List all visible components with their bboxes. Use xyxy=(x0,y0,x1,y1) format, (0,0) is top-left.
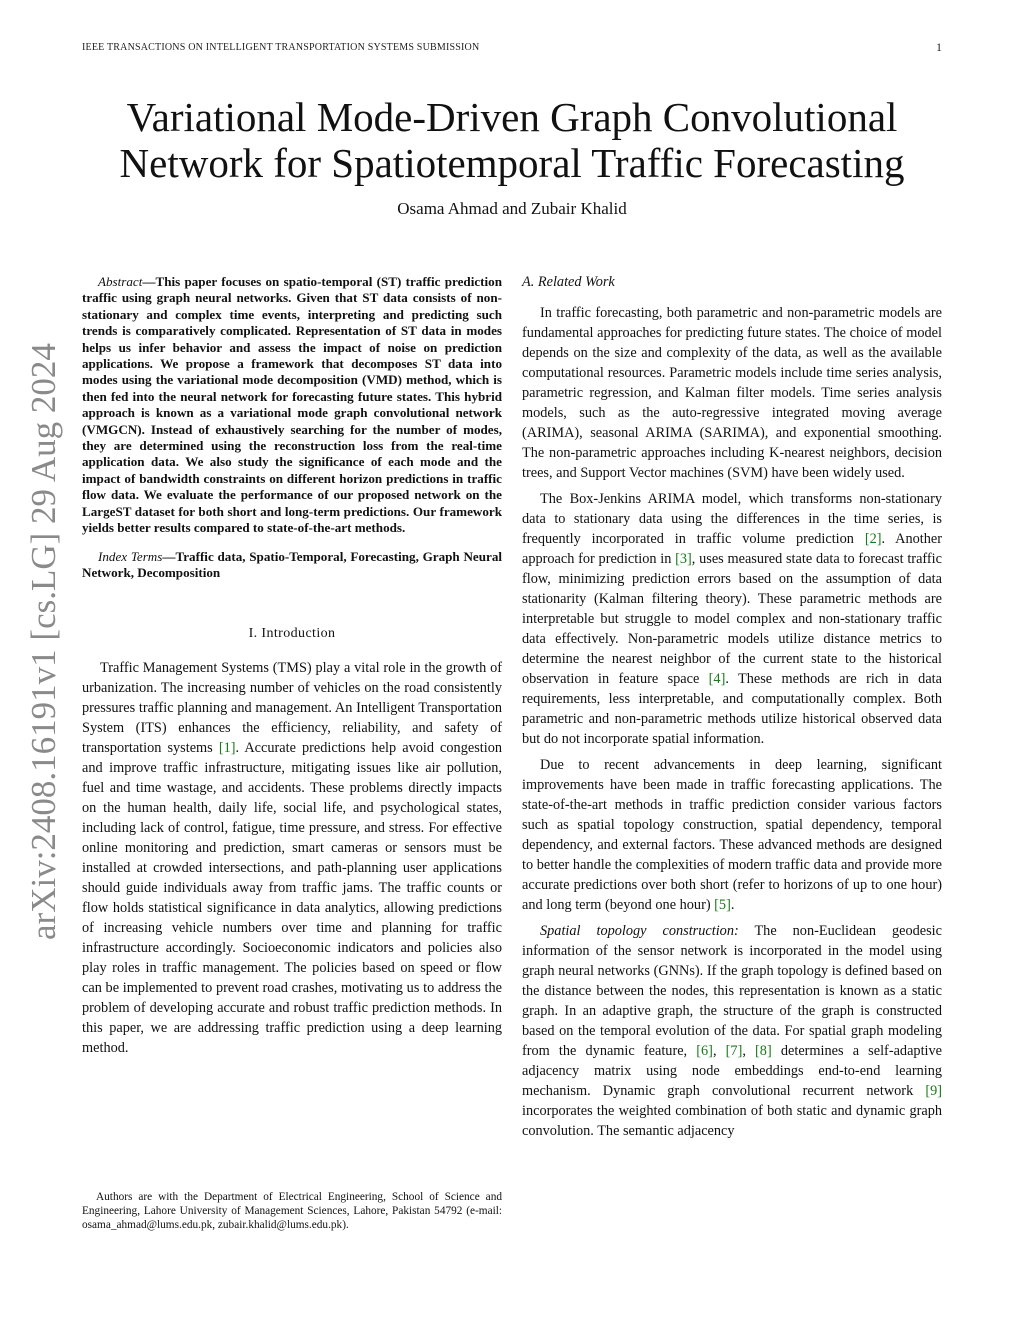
running-header: IEEE TRANSACTIONS ON INTELLIGENT TRANSPORTATION SYSTEMS SUBMISSION xyxy=(82,42,480,53)
introduction-paragraph: Traffic Management Systems (TMS) play a vital role in the growth of urbanization. The increasing number of vehicles on the road consistently pressures traffic planning and management. An Intelligent Transportation System (ITS) enhances the efficiency, reliability, and safety of transportation systems [1]. Accurate predictions help avoid congestion and improve traffic infrastructure, mitigating issues like air pollution, fuel and time wastage, and accidents. These problems directly impacts on the human health, daily life, social life, and psychological states, including lack of control, fatigue, time pressure, and stress. For effective online monitoring and prediction, smart cameras or sensors must be installed at crowded intersections, and path-planning user applications should guide individuals away from traffic jams. The traffic counts or flow holds statistical significance in data analytics, allowing predictions of increasing vehicle numbers over time and planning for traffic infrastructure accordingly. Socioeconomic indicators and policies also play roles in traffic management. The policies based on speed or flow can be implemented to prevent road crashes, motivating us to address the problem of developing accurate and robust traffic prediction methods. In this paper, we are addressing traffic prediction using a deep learning method. xyxy=(82,660,502,1057)
run-in-heading: Spatial topology construction: xyxy=(540,923,739,939)
citation-link[interactable]: [7] xyxy=(725,1043,743,1059)
arxiv-identifier-stamp: arXiv:2408.16191v1 [cs.LG] 29 Aug 2024 xyxy=(24,343,63,940)
subsection-heading-related-work: A. Related Work xyxy=(522,274,615,290)
index-terms: Index Terms—Traffic data, Spatio-Temporal, Forecasting, Graph Neural Network, Decomposition xyxy=(82,548,503,580)
right-column xyxy=(522,274,942,1141)
citation-link[interactable]: [1] xyxy=(218,740,236,757)
section-heading-introduction: I. Introduction xyxy=(248,626,336,642)
abstract: Abstract—This paper focuses on spatio-temporal (ST) traffic prediction traffic using graph neural networks. Given that ST data consists of non-stationary and complex time events, interpreting and predicting such trends is comparatively complicated. Representation of ST data in modes helps us infer behavior and assess the impact of noise on prediction applications. We propose a framework that decomposes ST data into modes using the variational mode decomposition (VMD) method, which is then fed into the neural network for forecasting future states. This hybrid approach is known as a variational mode graph convolutional network (VMGCN). Instead of exhaustively searching for the number of modes, they are determined using the reconstruction loss from the real-time application data. We also study the significance of each mode and the impact of bandwidth constraints on different horizon predictions in traffic flow data. We evaluate the performance of our proposed network on the LargeST dataset for both short and long-term predictions. Our framework yields better results compared to state-of-the-art methods. xyxy=(82,274,502,536)
index-terms-text: Traffic data, Spatio-Temporal, Forecasting, Graph Neural Network, Decomposition xyxy=(82,548,503,580)
page-number: 1 xyxy=(936,40,942,54)
citation-link[interactable]: [2] xyxy=(864,531,882,547)
citation-link[interactable]: [5] xyxy=(714,897,731,913)
related-work-paragraph: In traffic forecasting, both parametric and non-parametric models are fundamental approaches for predicting future states. The choice of model depends on the size and complexity of the data, as well as the available computational resources. Parametric models include time series analysis, parametric regression, and Kalman filter models. Time series analysis models, such as the auto-regressive integrated moving average (ARIMA), seasonal ARIMA (SARIMA), and exponential smoothing. The non-parametric approaches including K-nearest neighbors, decision trees, and Support Vector machines (SVM) have been widely used. xyxy=(522,305,942,481)
citation-link[interactable]: [6] xyxy=(696,1043,713,1059)
abstract-text: This paper focuses on spatio-temporal (ST) traffic prediction traffic using graph neural networks. Given that ST data consists of non-stationary and complex time events, interpreting and predicting such trends is comparatively complicated. Representation of ST data in modes helps us infer behavior and assess the impact of noise on prediction applications. We propose a framework that decomposes ST data into modes using the variational mode decomposition (VMD) method, which is then fed into the neural network for forecasting future states. This hybrid approach is known as a variational mode graph convolutional network (VMGCN). Instead of exhaustively searching for the number of modes, they are determined using the reconstruction loss from the real-time application data. We also study the significance of each mode and the impact of bandwidth constraints on different horizon predictions in traffic flow data. We evaluate the performance of our proposed network on the LargeST dataset for both short and long-term predictions. Our framework yields better results compared to state-of-the-art methods. xyxy=(82,274,502,536)
author-affiliation-footnote: Authors are with the Department of Electrical Engineering, School of Science and Engineering, Lahore University of Management Sciences, Lahore, Pakistan 54792 (e-mail: osama_ahmad@lums.edu.pk, zubair.khalid@lums.edu.pk). xyxy=(82,1191,502,1232)
citation-link[interactable]: [8] xyxy=(755,1043,772,1059)
abstract-label: Abstract xyxy=(98,274,143,289)
related-work-paragraph: Due to recent advancements in deep learning, significant improvements have been made in traffic forecasting applications. The state-of-the-art methods in traffic prediction consider various factors such as spatial topology construction, spatial dependency, temporal dependency, and external factors. These advanced methods are designed to better handle the complexities of modern traffic data and provide more accurate predictions over both short (refer to horizons of up to one hour) and long term (beyond one hour) [5]. xyxy=(522,757,942,913)
left-column xyxy=(82,274,502,1058)
index-terms-label: Index Terms xyxy=(98,548,163,564)
citation-link[interactable]: [3] xyxy=(675,551,692,567)
related-work-paragraph: Spatial topology construction: The non-Euclidean geodesic information of the sensor network is incorporated in the model using graph neural networks (GNNs). If the graph topology is defined based on the distance between the nodes, this representation is known as a static graph. In an adaptive graph, the structure of the graph is constructed based on the temporal evolution of the data. For spatial graph modeling from the dynamic feature, [6], [7], [8] determines a self-adaptive adjacency matrix using node embeddings end-to-end learning mechanism. Dynamic graph convolutional recurrent network [9] incorporates the weighted combination of both static and dynamic graph convolution. The semantic adjacency xyxy=(522,923,943,1139)
citation-link[interactable]: [4] xyxy=(708,671,726,687)
related-work-paragraph: The Box-Jenkins ARIMA model, which transforms non-stationary data to stationary data using the differences in the time series, is frequently incorporated in traffic volume prediction [2]. Another approach for prediction in [3], uses measured state data to forecast traffic flow, minimizing prediction errors based on the assumption of data stationarity (Kalman filtering theory). These parametric methods are interpretable but struggle to model complex and non-stationary traffic data effectively. Non-parametric models utilize distance metrics to determine the nearest neighbor of the current state to the historical observation in feature space [4]. These methods are rich in data requirements, less interpretable, and computationally complex. Both parametric and non-parametric methods utilize historical observed data but do not incorporate spatial information. xyxy=(522,491,942,747)
paper-title: Variational Mode-Driven Graph Convolutional Network for Spatiotemporal Traffic Forecasting xyxy=(119,94,905,186)
citation-link[interactable]: [9] xyxy=(925,1083,942,1099)
paper-authors: Osama Ahmad and Zubair Khalid xyxy=(397,199,627,218)
